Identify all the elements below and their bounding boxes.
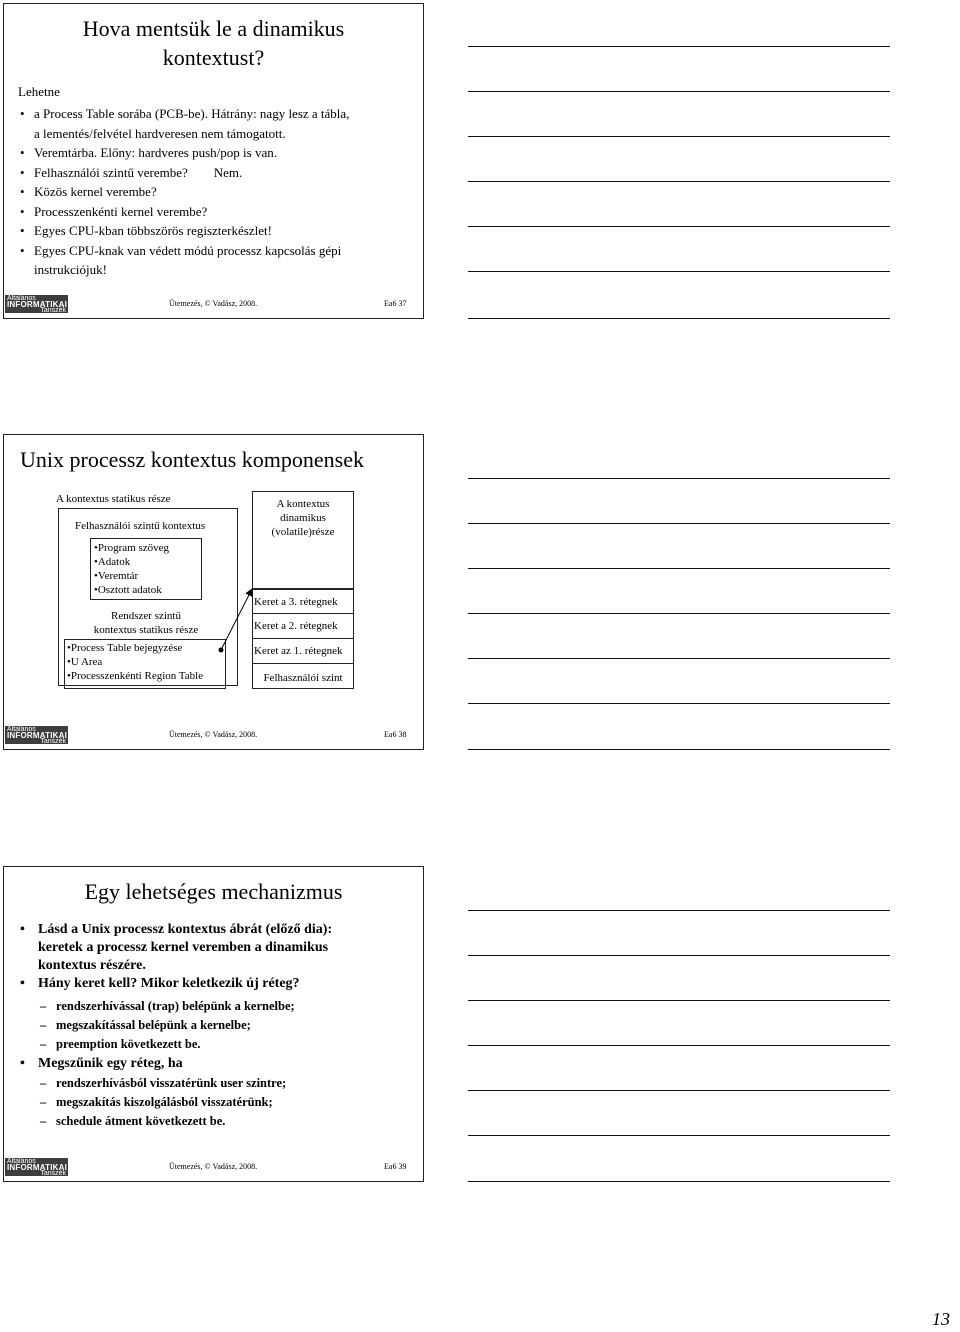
bullet-icon: • — [20, 164, 25, 180]
note-line — [468, 703, 890, 704]
slide-number: Ea6 39 — [384, 1162, 407, 1171]
list-item: • Processzenkénti kernel verembe? — [18, 202, 415, 222]
bullet-icon: • — [20, 242, 25, 258]
note-line — [468, 1135, 890, 1136]
bullet-icon: • — [20, 203, 25, 219]
footer-credit: Ütemezés, © Vadász, 2008. — [169, 1162, 258, 1171]
department-logo: Általános INFORMATIKAI Tanszék — [7, 295, 68, 313]
user-context-label: Felhasználói szintű kontextus — [75, 520, 206, 532]
list-item: •Osztott adatok — [94, 584, 162, 596]
dash-icon: – — [40, 1076, 47, 1090]
lead-text: Lehetne — [18, 84, 60, 99]
note-line — [468, 136, 890, 137]
list-item: – schedule átment következett be. — [18, 1112, 415, 1131]
footer-credit: Ütemezés, © Vadász, 2008. — [169, 730, 258, 739]
sub-list — [18, 1074, 415, 1131]
dash-icon: – — [40, 999, 47, 1013]
list-item: • Veremtárba. Előny: hardveres push/pop is van. — [18, 143, 415, 163]
slide-number: Ea6 37 — [384, 299, 407, 308]
list-item: – rendszerhívással (trap) belépünk a kernelbe; — [18, 997, 415, 1016]
note-line — [468, 1181, 890, 1182]
department-logo: Általános INFORMATIKAI Tanszék — [7, 1158, 68, 1176]
note-line — [468, 955, 890, 956]
pointer-arrow — [4, 435, 425, 751]
note-line — [468, 1045, 890, 1046]
bullet-icon: • — [20, 145, 25, 160]
slide-37 — [3, 3, 424, 319]
department-logo: Általános INFORMATIKAI Tanszék — [7, 726, 68, 744]
user-level-label: Felhasználói szint — [263, 672, 343, 684]
bullet-icon: • — [20, 106, 25, 121]
system-context-label: Rendszer szintű kontextus statikus része — [93, 610, 199, 636]
note-line — [468, 226, 890, 227]
note-line — [468, 523, 890, 524]
list-item: •Adatok — [94, 556, 131, 568]
note-line — [468, 1090, 890, 1091]
bullet-icon: • — [20, 223, 25, 238]
frame-layer-3: Keret a 3. rétegnek — [254, 596, 338, 608]
list-item: • a Process Table sorába (PCB-be). Hátrány: nagy lesz a tábla, a lementés/felvétel hardveresen nem támogatott. — [20, 106, 350, 141]
note-line — [468, 1000, 890, 1001]
slide-title: Unix processz kontextus komponensek — [20, 447, 364, 472]
list-item: •Veremtár — [94, 570, 139, 582]
page-number: 13 — [932, 1309, 950, 1329]
note-line — [468, 46, 890, 47]
slide-title: Egy lehetséges mechanizmus — [84, 879, 343, 904]
slide-title: Hova mentsük le a dinamikus kontextust? — [82, 16, 345, 70]
list-item: – megszakítás kiszolgálásból visszatérünk; — [18, 1093, 415, 1112]
slide-39 — [3, 866, 424, 1182]
note-line — [468, 478, 890, 479]
note-line — [468, 568, 890, 569]
dash-icon: – — [40, 1018, 47, 1032]
slide-footer — [4, 1157, 423, 1177]
bullet-icon: • — [20, 922, 25, 937]
list-item: •Processzenkénti Region Table — [67, 670, 204, 682]
slide-number: Ea6 38 — [384, 730, 407, 739]
list-item: •U Area — [67, 656, 103, 668]
list-item: – preemption következett be. — [18, 1035, 415, 1054]
list-item: • Közös kernel verembe? — [18, 182, 415, 202]
note-line — [468, 910, 890, 911]
list-item: – rendszerhívásból visszatérünk user szintre; — [18, 1074, 415, 1093]
sub-list — [18, 997, 415, 1054]
dash-icon: – — [40, 1095, 47, 1109]
bullet-list — [18, 921, 415, 993]
static-part-label: A kontextus statikus része — [56, 493, 171, 505]
frame-layer-2: Keret a 2. rétegnek — [254, 620, 338, 632]
note-line — [468, 658, 890, 659]
list-item: • Felhasználói szintű verembe? Nem. — [18, 163, 415, 183]
slide-38 — [3, 434, 424, 750]
slide-footer — [4, 725, 423, 745]
list-item: •Process Table bejegyzése — [67, 642, 183, 654]
list-item: • Hány keret kell? Mikor keletkezik új réteg? — [20, 976, 300, 991]
dash-icon: – — [40, 1037, 47, 1051]
note-line — [468, 613, 890, 614]
dynamic-context-label: A kontextus dinamikus (volatile)része — [271, 498, 335, 538]
dash-icon: – — [40, 1114, 47, 1128]
list-item: • Egyes CPU-kban többszörös regiszterkészlet! — [18, 221, 415, 241]
note-line — [468, 181, 890, 182]
note-line — [468, 318, 890, 319]
note-line — [468, 749, 890, 750]
bullet-list — [18, 104, 415, 280]
bullet-icon: • — [20, 1056, 25, 1071]
bullet-icon: • — [20, 184, 25, 199]
list-item: • Egyes CPU-knak van védett módú processz kapcsolás gépi instrukciójuk! — [20, 242, 342, 277]
footer-credit: Ütemezés, © Vadász, 2008. — [169, 299, 258, 308]
slide-footer — [4, 294, 423, 314]
note-line — [468, 91, 890, 92]
list-item: – megszakítással belépünk a kernelbe; — [18, 1016, 415, 1035]
list-item: • Megszűnik egy réteg, ha — [20, 1056, 183, 1071]
bullet-icon: • — [20, 976, 25, 991]
note-line — [468, 271, 890, 272]
list-item: •Program szöveg — [94, 542, 170, 554]
list-item: • Lásd a Unix processz kontextus ábrát (előző dia): keretek a processz kernel veremben a dinamikus kontextus részére. — [20, 922, 333, 973]
bullet-list — [18, 1055, 415, 1073]
frame-layer-1: Keret az 1. rétegnek — [254, 645, 343, 657]
